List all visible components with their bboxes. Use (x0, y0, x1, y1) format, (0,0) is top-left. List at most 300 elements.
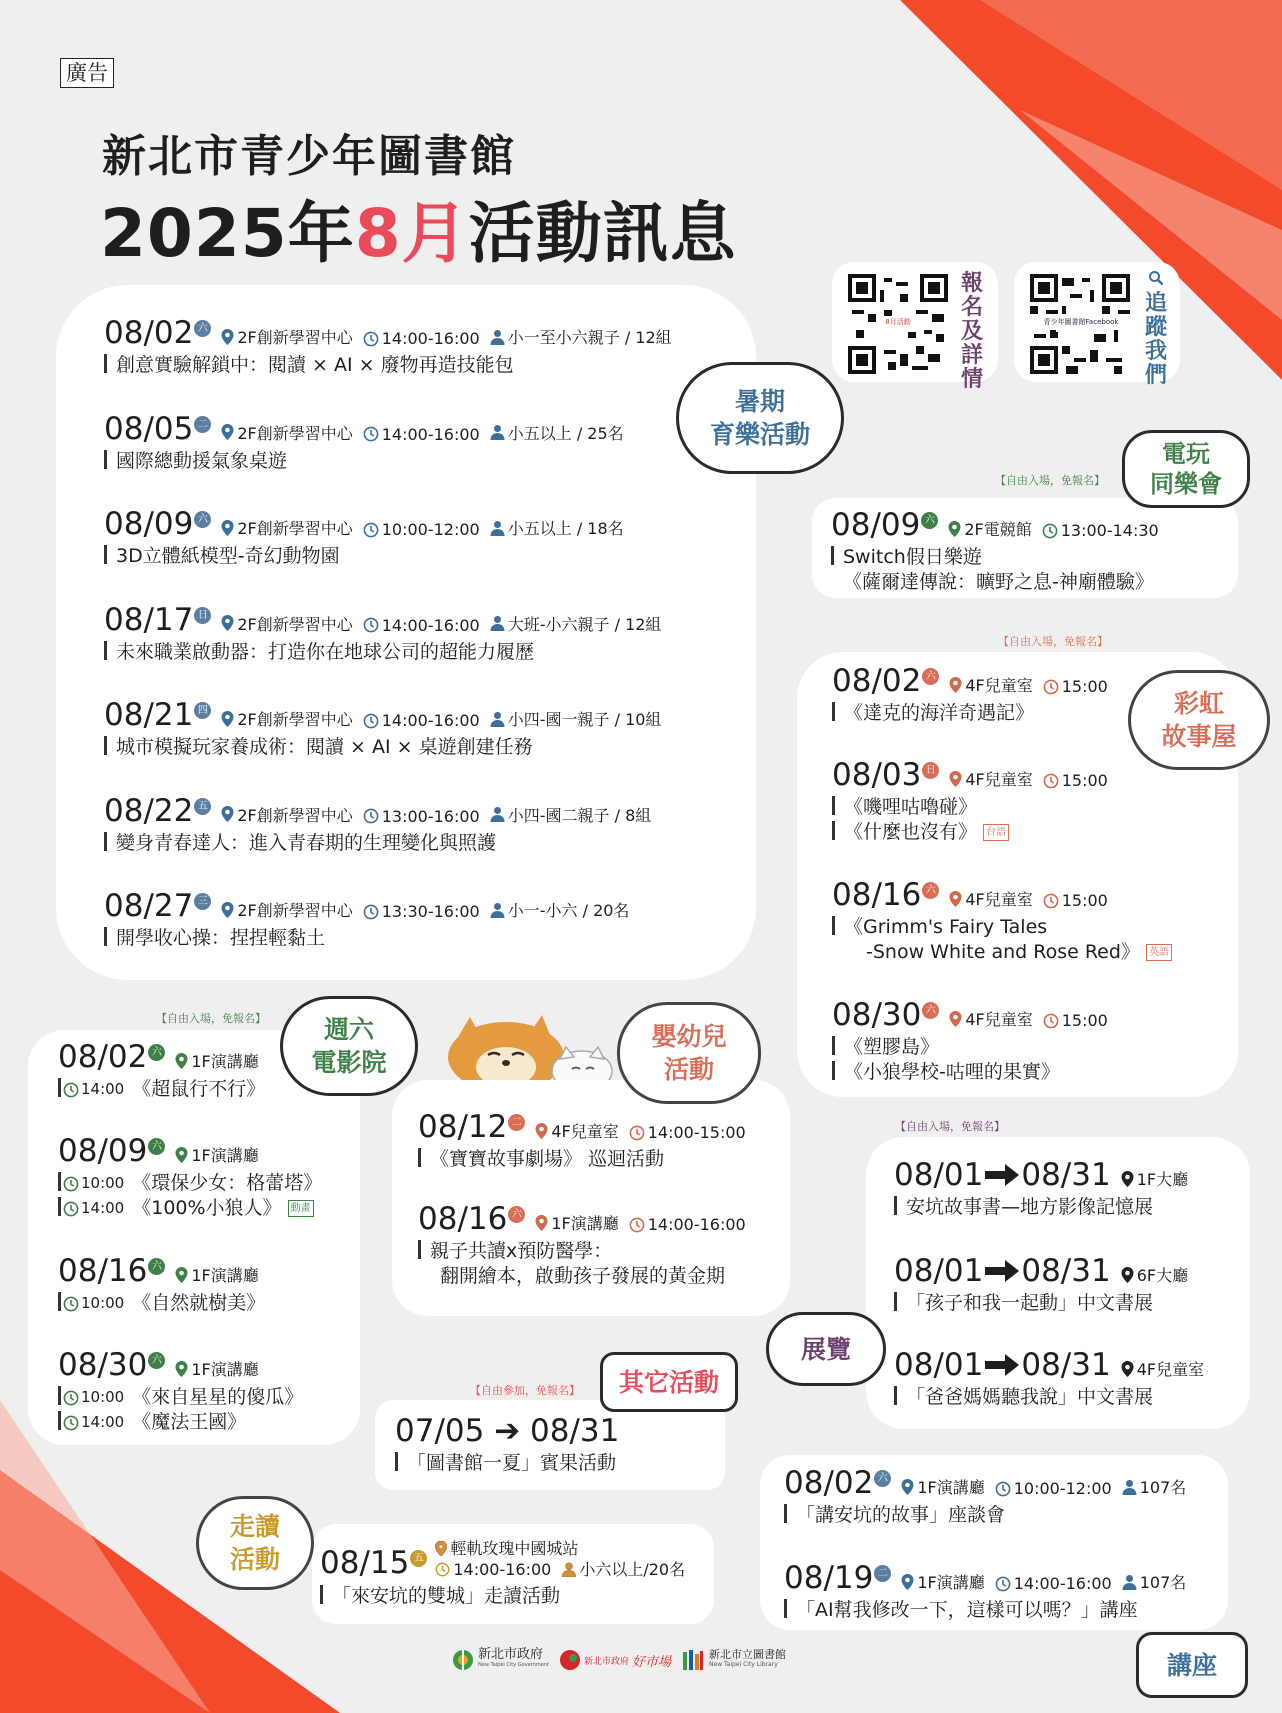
other-free-note: 【自由參加，免報名】 (470, 1384, 580, 1397)
summer-event[interactable] (104, 507, 624, 569)
clock-icon (1042, 523, 1058, 539)
event-date: 08/16 (418, 1201, 508, 1237)
location-pin-icon (221, 711, 234, 727)
event-time: 10:00-12:00 (381, 520, 480, 539)
movie-event[interactable] (58, 1254, 265, 1316)
arrow-right-icon (985, 1353, 1019, 1377)
location-pin-icon (175, 1053, 188, 1069)
weekday-badge: 六 (922, 1002, 939, 1019)
event-location: 1F演講廳 (551, 1214, 619, 1233)
weekday-badge: 五 (410, 1550, 427, 1567)
language-tag: 英語 (1146, 944, 1172, 961)
event-title: 未來職業啟動器：打造你在地球公司的超能力履歷 (116, 640, 535, 663)
clock-icon (363, 426, 379, 442)
event-target-meta (490, 516, 624, 541)
event-location-meta (175, 1049, 258, 1074)
walk-bubble: 走讀 活動 (196, 1496, 314, 1590)
story-event[interactable] (832, 758, 1108, 845)
location-pin-icon (175, 1361, 188, 1377)
location-pin-icon (901, 1574, 914, 1590)
movie-event[interactable] (58, 1348, 303, 1435)
event-title: 「圖書館一夏」賓果活動 (407, 1452, 617, 1474)
show-time-meta (63, 1385, 124, 1410)
weekday-badge: 六 (194, 511, 211, 528)
event-location-meta (949, 673, 1032, 698)
event-location: 2F創新學習中心 (237, 710, 353, 729)
weekday-badge: 六 (922, 882, 939, 899)
event-date-block (418, 1110, 525, 1144)
location-pin-icon (535, 1123, 548, 1139)
event-title: Switch假日樂遊 (843, 546, 982, 568)
event-title-line (104, 640, 661, 665)
event-title-line (832, 915, 1172, 940)
show-time-meta (63, 1077, 124, 1102)
event-title: 創意實驗解鎖中：閱讀 × AI × 廢物再造技能包 (116, 354, 514, 376)
event-title-line (104, 449, 624, 474)
event-time: 14:00-16:00 (381, 424, 480, 444)
clock-icon (363, 331, 379, 347)
weekday-badge: 六 (874, 1470, 891, 1487)
clock-icon (63, 1201, 79, 1217)
story-free-note: 【自由入場，免報名】 (998, 635, 1108, 648)
event-location-meta (901, 1570, 984, 1595)
event-time: 14:00-16:00 (647, 1215, 746, 1234)
story-event[interactable] (832, 664, 1108, 726)
clock-icon (63, 1082, 79, 1098)
event-location-meta (221, 325, 352, 350)
weekday-badge: 六 (148, 1044, 165, 1061)
weekday-badge: 六 (148, 1258, 165, 1275)
event-title-line (784, 1598, 1186, 1623)
clock-icon (435, 1562, 450, 1577)
movie-showtime (58, 1196, 322, 1221)
location-pin-icon (901, 1479, 914, 1495)
other-date-range: 07/05 ➔ 08/31 (395, 1413, 620, 1449)
exhibit-free-note: 【自由入場，免報名】 (895, 1120, 1005, 1133)
weekday-badge: 六 (148, 1352, 165, 1369)
clock-icon (1043, 679, 1059, 695)
clock-icon (363, 617, 379, 633)
event-time: 14:00-16:00 (1013, 1574, 1112, 1593)
clock-icon (363, 522, 379, 538)
good-market-icon (559, 1649, 581, 1671)
clock-icon (1043, 893, 1059, 909)
event-time: 13:30-16:00 (381, 902, 480, 921)
event-target: 小一-小六 / 20名 (507, 901, 630, 920)
event-time: 15:00 (1061, 677, 1108, 696)
event-subtitle: 《薩爾達傳說：曠野之息-神廟體驗》 (843, 571, 1154, 593)
event-location: 4F兒童室 (965, 770, 1033, 789)
event-location: 1F大廳 (1136, 1170, 1189, 1189)
show-time: 10:00 (81, 1388, 125, 1406)
follow-qr-caption: 青少年圖書館Facebook (1043, 318, 1119, 326)
event-title: 變身青春達人：進入青春期的生理變化與照護 (116, 831, 497, 854)
summer-event[interactable] (104, 603, 661, 665)
person-icon (490, 520, 505, 536)
location-pin-icon (949, 677, 962, 693)
gaming-free-note: 【自由入場，免報名】 (995, 474, 1105, 487)
event-location-meta (901, 1475, 984, 1500)
signup-qr-caption: 8月活動 (885, 318, 911, 326)
clock-icon (995, 1481, 1011, 1497)
weekday-badge: 二 (194, 416, 211, 433)
event-title: 親子共讀x預防醫學： (430, 1240, 613, 1262)
movie-title: 《魔法王國》 (132, 1411, 247, 1433)
event-time: 15:00 (1061, 771, 1108, 790)
event-date-block (784, 1466, 891, 1500)
event-location: 1F演講廳 (191, 1360, 259, 1379)
event-location-meta (175, 1357, 258, 1382)
location-pin-icon (1121, 1361, 1134, 1377)
event-time: 15:00 (1061, 891, 1108, 910)
event-location: 4F兒童室 (551, 1122, 619, 1141)
show-time-meta (63, 1291, 124, 1316)
event-location-meta (221, 612, 352, 637)
event-title-line (418, 1239, 746, 1264)
event-title: 翻開繪本，啟動孩子發展的黃金期 (440, 1265, 726, 1287)
event-date-block (104, 794, 211, 828)
weekday-badge: 日 (194, 607, 211, 624)
event-date-block (418, 1202, 525, 1236)
event-title: 「講安坑的故事」座談會 (796, 1504, 1006, 1526)
event-date-range (894, 1254, 1111, 1288)
summer-event[interactable] (104, 794, 651, 856)
person-icon (1122, 1479, 1137, 1495)
event-title-line (104, 735, 661, 760)
event-date: 08/30 (58, 1347, 148, 1383)
event-location-meta (535, 1119, 618, 1144)
event-date: 08/02 (784, 1465, 874, 1501)
walk-event (320, 1538, 685, 1609)
event-time-meta (363, 807, 480, 828)
event-location-meta (1121, 1263, 1188, 1288)
event-time-meta (1043, 891, 1108, 912)
event-title: 國際總動援氣象桌遊 (116, 449, 288, 472)
event-title-line (104, 353, 672, 378)
event-date: 08/09 (104, 506, 194, 542)
event-title: 「爸爸媽媽聽我說」中文書展 (906, 1386, 1154, 1408)
weekday-badge: 二 (874, 1565, 891, 1582)
event-date-block (832, 998, 939, 1032)
ad-label: 廣告 (60, 58, 114, 88)
show-time: 14:00 (81, 1413, 125, 1431)
event-location: 2F創新學習中心 (237, 901, 353, 920)
clock-icon (63, 1415, 79, 1431)
show-time: 14:00 (81, 1080, 125, 1098)
story-event[interactable] (832, 998, 1108, 1085)
location-pin-icon (221, 329, 234, 345)
library-logo-icon (681, 1648, 705, 1672)
movie-event[interactable] (58, 1134, 322, 1221)
event-title: 《寶寶故事劇場》 巡迴活動 (430, 1148, 665, 1170)
event-title: 「來安坑的雙城」走讀活動 (332, 1585, 561, 1607)
event-location: 1F演講廳 (191, 1146, 259, 1165)
event-time-meta (1043, 771, 1108, 792)
event-target: 小四-國一親子 / 10組 (507, 710, 662, 729)
event-time: 13:00-16:00 (381, 806, 480, 826)
event-location-meta (221, 516, 352, 541)
event-target-meta (490, 803, 652, 828)
exhibit-bubble: 展覽 (766, 1312, 886, 1386)
event-time-meta (629, 1215, 746, 1236)
movie-showtime (58, 1385, 303, 1410)
event-title-line (894, 1291, 1188, 1316)
event-title-line (832, 795, 1108, 820)
event-time-meta (363, 329, 480, 350)
show-time: 14:00 (81, 1199, 125, 1217)
event-capacity-meta (1122, 1570, 1187, 1595)
movie-showtime (58, 1410, 303, 1435)
event-location: 1F演講廳 (191, 1052, 259, 1071)
movie-title: 《超鼠行不行》 (132, 1078, 266, 1100)
infant-event[interactable] (418, 1110, 746, 1172)
event-target-meta (490, 612, 662, 637)
event-title: 開學收心操：捏捏輕黏土 (116, 927, 326, 949)
event-date-block (104, 603, 211, 637)
event-location-meta (221, 421, 352, 446)
event-location-meta (949, 1007, 1032, 1032)
event-time: 14:00-16:00 (453, 1560, 552, 1579)
page-subtitle: 2025年8月活動訊息 (100, 195, 737, 272)
date-to: 08/31 (1021, 1347, 1111, 1383)
good-market-logo: 新北市政府 好市場 (559, 1649, 671, 1671)
event-title-line (104, 926, 629, 951)
event-location: 4F兒童室 (965, 676, 1033, 695)
event-title: 《什麼也沒有》 (844, 821, 978, 843)
weekday-badge: 六 (148, 1138, 165, 1155)
event-date: 08/22 (104, 792, 194, 829)
person-icon (490, 615, 505, 631)
movie-title: 《環保少女：格蕾塔》 (132, 1172, 323, 1194)
summer-event[interactable] (104, 412, 624, 474)
event-location-meta (221, 707, 352, 732)
event-location: 輕軌玫瑰中國城站 (450, 1539, 579, 1558)
location-pin-icon (949, 1011, 962, 1027)
event-title: 《Grimm's Fairy Tales (844, 916, 1048, 938)
event-date-block (58, 1348, 165, 1382)
lecture-event[interactable] (784, 1561, 1186, 1623)
event-time: 13:00-14:30 (1060, 521, 1159, 540)
date-from: 08/01 (894, 1347, 984, 1383)
event-title-line (832, 1035, 1108, 1060)
lecture-event[interactable] (784, 1466, 1186, 1528)
event-target-meta (490, 325, 672, 350)
event-location-meta (175, 1263, 258, 1288)
event-location: 2F電競館 (964, 520, 1032, 539)
location-pin-icon (221, 806, 234, 822)
event-date-block (104, 698, 211, 732)
location-pin-icon (949, 891, 962, 907)
summer-event[interactable] (104, 889, 629, 951)
event-date: 08/27 (104, 888, 194, 924)
event-time-meta (995, 1479, 1112, 1500)
event-time: 14:00-16:00 (381, 329, 480, 348)
event-title-line (418, 1147, 746, 1172)
event-title: 《嘰哩咕嚕碰》 (844, 796, 978, 818)
location-pin-icon (535, 1215, 548, 1231)
event-title-line (832, 940, 1172, 965)
event-location-meta (175, 1143, 258, 1168)
date-from: 08/01 (894, 1157, 984, 1193)
date-to: 08/31 (1021, 1157, 1111, 1193)
person-icon (490, 424, 505, 440)
event-date-block (58, 1134, 165, 1168)
genre-tag: 動畫 (288, 1200, 314, 1217)
event-time-meta (629, 1123, 746, 1144)
event-location: 1F演講廳 (191, 1266, 259, 1285)
event-title-line (784, 1503, 1186, 1528)
event-date: 08/09 (831, 507, 921, 543)
weekday-badge: 三 (194, 893, 211, 910)
event-date-block (58, 1040, 165, 1074)
exhibit-event[interactable] (894, 1254, 1188, 1316)
event-target: 小五以上 / 18名 (507, 519, 624, 538)
person-icon (490, 806, 505, 822)
ntpc-library-logo: 新北市立圖書館 New Taipei City Library (681, 1648, 786, 1672)
event-title-line (832, 1060, 1108, 1085)
event-title: -Snow White and Rose Red》 (866, 941, 1140, 963)
event-location: 2F創新學習中心 (237, 423, 353, 443)
clock-icon (363, 713, 379, 729)
story-event[interactable] (832, 878, 1172, 965)
signup-qr-card[interactable] (832, 262, 998, 392)
follow-label: 追蹤我們 (1144, 291, 1167, 388)
event-location: 1F演講廳 (917, 1478, 985, 1497)
event-location: 2F創新學習中心 (237, 614, 353, 634)
event-title-line (104, 831, 651, 856)
clock-icon (629, 1125, 645, 1141)
person-icon (490, 902, 505, 918)
event-date: 08/17 (104, 601, 194, 638)
event-date: 08/21 (104, 697, 194, 733)
event-location: 4F兒童室 (1136, 1360, 1205, 1379)
movie-title: 《自然就樹美》 (132, 1292, 266, 1314)
event-date: 08/02 (104, 315, 194, 351)
person-icon (490, 329, 505, 345)
month-highlight: 8月 (354, 195, 469, 272)
event-target: 小一至小六親子 / 12組 (507, 328, 672, 347)
gaming-event (831, 508, 1159, 595)
location-pin-icon (1121, 1171, 1134, 1187)
event-location: 6F大廳 (1136, 1266, 1189, 1285)
event-time: 14:00-16:00 (381, 711, 480, 730)
movie-title: 《來自星星的傻瓜》 (132, 1386, 304, 1408)
event-date: 08/30 (832, 997, 922, 1033)
event-date-block (832, 878, 939, 912)
event-date-block (104, 889, 211, 923)
weekday-badge: 二 (508, 1114, 525, 1131)
event-date-range (894, 1158, 1111, 1192)
event-date: 08/09 (58, 1133, 148, 1169)
event-time-meta (995, 1574, 1112, 1595)
movie-showtime (58, 1077, 265, 1102)
event-time-meta (363, 902, 480, 923)
event-date: 08/16 (58, 1253, 148, 1289)
weekday-badge: 六 (922, 668, 939, 685)
weekday-badge: 六 (508, 1206, 525, 1223)
infant-event[interactable] (418, 1202, 746, 1289)
event-title: 「孩子和我一起動」中文書展 (906, 1292, 1154, 1314)
event-title: 《小狼學校-咕哩的果實》 (844, 1061, 1060, 1083)
location-pin-icon (221, 902, 234, 918)
event-time: 14:00-16:00 (381, 615, 480, 635)
event-capacity: 107名 (1139, 1478, 1187, 1497)
event-target: 小六以上/20名 (579, 1560, 686, 1579)
event-date-block (832, 758, 939, 792)
location-pin-icon (221, 520, 234, 536)
weekday-badge: 六 (921, 512, 938, 529)
event-location: 4F兒童室 (965, 1010, 1033, 1029)
event-title-line (832, 701, 1108, 726)
event-title-line (832, 820, 1108, 845)
event-capacity: 107名 (1139, 1573, 1187, 1592)
location-pin-icon (948, 521, 961, 537)
location-pin-icon (435, 1541, 447, 1556)
weekday-badge: 五 (194, 798, 211, 815)
event-date: 08/16 (832, 877, 922, 913)
event-date: 08/02 (58, 1039, 148, 1075)
event-location-meta (221, 803, 352, 828)
exhibit-event[interactable] (894, 1348, 1204, 1410)
event-location: 2F創新學習中心 (237, 328, 353, 347)
event-location-meta (1121, 1357, 1204, 1382)
event-location: 2F創新學習中心 (237, 519, 353, 538)
event-target-meta (490, 707, 662, 732)
movie-bubble: 週六 電影院 (280, 996, 418, 1096)
event-title: 《塑膠島》 (844, 1036, 940, 1058)
clock-icon (1043, 773, 1059, 789)
date-from: 08/01 (894, 1253, 984, 1289)
weekday-badge: 六 (194, 320, 211, 337)
exhibit-event[interactable] (894, 1158, 1188, 1220)
person-icon (490, 711, 505, 727)
event-location: 4F兒童室 (965, 890, 1033, 909)
movie-event[interactable] (58, 1040, 265, 1102)
movie-title: 《100%小狼人》 (132, 1197, 282, 1219)
event-date-block (104, 507, 211, 541)
summer-event[interactable] (104, 316, 672, 378)
event-date: 08/15 (320, 1545, 410, 1581)
page-title: 新北市青少年圖書館 (102, 131, 516, 182)
show-time-meta (63, 1410, 124, 1435)
location-pin-icon (175, 1147, 188, 1163)
event-time-meta (1043, 677, 1108, 698)
arrow-right-icon (985, 1163, 1019, 1187)
other-event (395, 1414, 619, 1476)
event-title-line (894, 1385, 1204, 1410)
clock-icon (363, 808, 379, 824)
event-date: 08/03 (832, 757, 922, 793)
follow-qr-card[interactable] (1014, 262, 1180, 388)
lecture-bubble: 講座 (1136, 1632, 1248, 1698)
summer-event[interactable] (104, 698, 661, 760)
event-title-line (418, 1264, 746, 1289)
clock-icon (63, 1390, 79, 1406)
event-capacity-meta (1122, 1475, 1187, 1500)
event-date: 08/12 (418, 1109, 508, 1145)
clock-icon (629, 1217, 645, 1233)
event-target-meta (490, 898, 630, 923)
signup-label: 報名及詳情 (960, 271, 983, 392)
footer-logos (452, 1640, 786, 1680)
ntpc-logo-icon (452, 1649, 474, 1671)
event-title-line (894, 1195, 1188, 1220)
event-date-block (784, 1561, 891, 1595)
event-time-meta (363, 520, 480, 541)
person-icon (562, 1562, 576, 1577)
event-time: 15:00 (1061, 1011, 1108, 1030)
search-icon (1148, 270, 1164, 286)
